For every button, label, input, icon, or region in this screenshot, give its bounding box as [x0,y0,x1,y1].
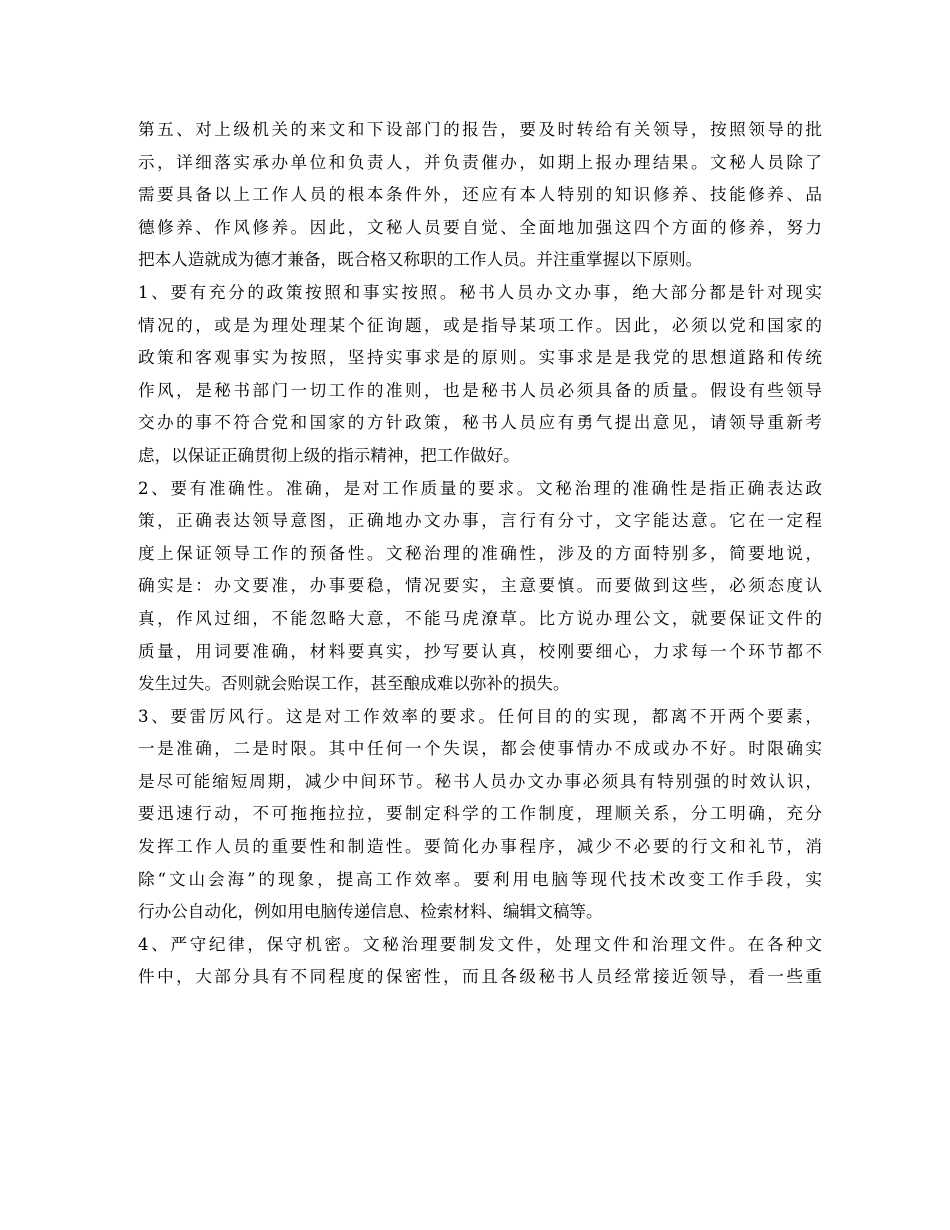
text-line: 交办的事不符合党和国家的方针政策，秘书人员应有勇气提出意见，请领导重新考 [138,413,822,433]
text-line: 第五、对上级机关的来文和下设部门的报告，要及时转给有关领导，按照领导的批 [138,120,822,139]
text-line: 度上保证领导工作的预备性。文秘治理的准确性，涉及的方面特别多，简要地说， [138,543,822,563]
text-line: 3、要雷厉风行。这是对工作效率的要求。任何目的的实现，都离不开两个要素， [138,706,822,726]
text-line: 情况的，或是为理处理某个征询题，或是指导某项工作。因此，必须以党和国家的 [138,315,822,335]
text-line: 虑，以保证正确贯彻上级的指示精神，把工作做好。 [138,445,520,465]
text-line: 德修养、作风修养。因此，文秘人员要自觉、全面地加强这四个方面的修养，努力 [138,217,822,237]
text-line: 发挥工作人员的重要性和制造性。要简化办事程序，减少不必要的行文和礼节，消 [138,837,822,857]
text-line: 件中，大部分具有不同程度的保密性，而且各级秘书人员经常接近领导，看一些重 [138,967,822,987]
text-line: 2、要有准确性。准确，是对工作质量的要求。文秘治理的准确性是指正确表达政 [138,478,822,498]
text-line: 把本人造就成为德才兼备，既合格又称职的工作人员。并注重掌握以下原则。 [138,250,703,270]
document-body [138,114,822,994]
text-line: 发生过失。否则就会贻误工作，甚至酿成难以弥补的损失。 [138,674,570,694]
text-line: 要迅速行动，不可拖拖拉拉，要制定科学的工作制度，理顺关系，分工明确，充分 [138,804,822,824]
text-line: 策，正确表达领导意图，正确地办文办事，言行有分寸，文字能达意。它在一定程 [138,511,822,531]
text-line: 真，作风过细，不能忽略大意，不能马虎潦草。比方说办理公文，就要保证文件的 [138,608,822,628]
text-line: 质量，用词要准确，材料要真实，抄写要认真，校刚要细心，力求每一个环节都不 [138,641,822,661]
text-line: 政策和客观事实为按照，坚持实事求是的原则。实事求是是我党的思想道路和传统 [138,348,822,368]
text-line: 示，详细落实承办单位和负责人，并负责催办，如期上报办理结果。文秘人员除了 [138,152,822,172]
text-line: 需要具备以上工作人员的根本条件外，还应有本人特别的知识修养、技能修养、品 [138,185,822,205]
text-line: 4、严守纪律，保守机密。文秘治理要制发文件，处理文件和治理文件。在各种文 [138,934,822,954]
text-line: 是尽可能缩短周期，减少中间环节。秘书人员办文办事必须具有特别强的时效认识， [138,771,822,791]
text-line: 除“文山会海”的现象，提高工作效率。要利用电脑等现代技术改变工作手段，实 [138,869,822,889]
text-line: 作风，是秘书部门一切工作的准则，也是秘书人员必须具备的质量。假设有些领导 [138,380,822,400]
text-line: 一是准确，二是时限。其中任何一个失误，都会使事情办不成或办不好。时限确实 [138,739,822,759]
text-line: 行办公自动化，例如用电脑传递信息、检索材料、编辑文稿等。 [138,902,603,922]
text-line: 1、要有充分的政策按照和事实按照。秘书人员办文办事，绝大部分都是针对现实 [138,282,822,302]
text-line: 确实是：办文要准，办事要稳，情况要实，主意要慎。而要做到这些，必须态度认 [138,576,822,596]
